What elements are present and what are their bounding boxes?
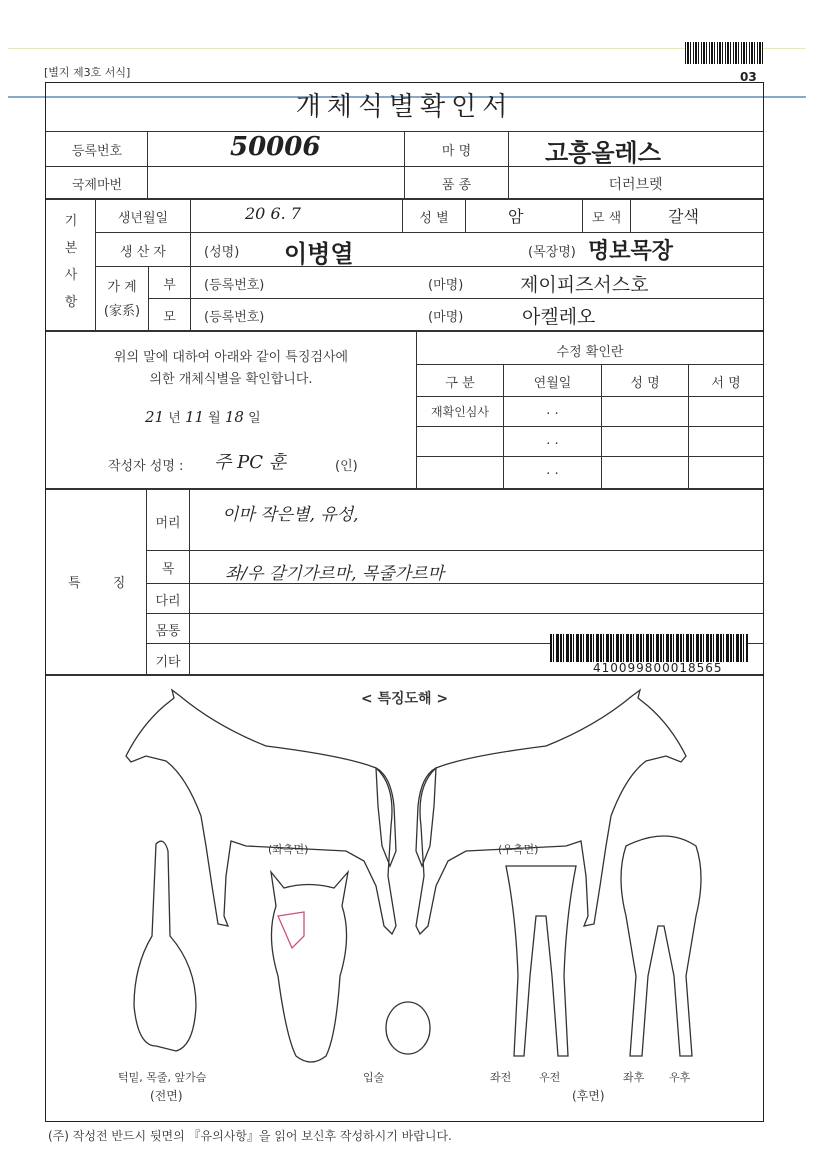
rule [189,489,190,674]
rule [147,131,148,198]
lips-label: 입술 [363,1071,385,1084]
sex-label: 성 별 [419,211,449,226]
family-hanja: (家系) [103,304,141,319]
rule [416,456,763,457]
rule [46,198,763,200]
breeder-name-value[interactable]: 이병열 [284,239,354,268]
head-value[interactable]: 이마 작은별, 유성, [222,505,359,525]
writer-value[interactable]: 주 PC 훈 [214,452,287,473]
sire-reg-no-field: (등록번호) [204,278,265,293]
revision-header-type: 구 분 [445,376,475,391]
date-day[interactable]: 18 [224,408,244,426]
face-marking [278,912,304,948]
legs-label: 다리 [155,594,181,609]
top-barcode [685,42,763,64]
rear-label: (후면) [572,1089,605,1103]
revision-row-type: 재확인심사 [431,405,489,419]
rule [416,426,763,427]
revision-header-sign: 서 명 [711,376,741,391]
left-hind-label: 좌후 [623,1071,645,1084]
breeder-label: 생 산 자 [120,245,166,260]
rule [190,266,191,330]
form-title: 개체식별확인서 [295,92,514,122]
statement-line-2: 의한 개체식별을 확인합니다. [149,372,313,387]
footer-note: (주) 작성전 반드시 뒷면의 『유의사항』을 읽어 보신후 작성하시기 바랍니다. [48,1129,452,1143]
family-label: 가 계 [107,280,137,295]
right-side-horse-outline [416,690,686,934]
rule [95,232,763,233]
sire-label: 부 [163,278,176,293]
farm-value[interactable]: 명보목장 [588,238,674,264]
barcode-number: 410099800018565 [593,661,723,675]
head-label: 머리 [155,516,181,531]
front-caption: 턱밑, 목줄, 앞가슴 [118,1071,207,1084]
sire-name-field: (마명) [428,278,464,293]
left-fore-label: 좌전 [490,1071,512,1084]
left-side-label: (좌측면) [268,843,309,856]
breed-label: 품 종 [441,178,472,193]
coat-label: 모 색 [591,211,622,226]
rule [416,396,763,397]
rule [46,488,763,490]
breed-value: 더러브렛 [608,177,663,193]
rule [46,330,763,332]
other-label: 기타 [155,655,181,670]
horse-diagram [46,676,763,1120]
revision-row-date[interactable]: . . [546,433,559,448]
date-month-unit: 월 [208,411,221,426]
rule [146,613,763,614]
forelegs-view-outline [506,866,576,1056]
birth-value[interactable]: 20 6. 7 [245,204,301,223]
neck-label: 목 [161,562,175,577]
dam-reg-no-field: (등록번호) [204,310,265,325]
right-fore-label: 우전 [539,1071,561,1084]
lips-view-outline [386,1002,430,1054]
dam-label: 모 [163,310,176,325]
dam-name-field: (마명) [428,310,464,325]
date-month[interactable]: 11 [184,408,205,426]
right-side-label: (우측면) [498,843,539,856]
left-side-horse-outline [126,690,396,934]
front-label: (전면) [150,1089,183,1103]
face-view-outline [271,872,348,1062]
page-number: 03 [740,70,757,84]
dam-name-value[interactable]: 아켈레오 [522,306,596,328]
feature-barcode [550,634,748,662]
statement-line-1: 위의 말에 대하여 아래와 같이 특징검사에 [113,350,349,365]
revision-row-date[interactable]: . . [546,403,559,418]
farm-label: (목장명) [528,245,576,260]
right-hind-label: 우후 [669,1071,691,1084]
front-view-outline [134,841,196,1051]
revision-header-name: 성 명 [630,376,660,391]
revision-title: 수정 확인란 [556,345,624,360]
horse-name-value[interactable]: 고흥올레스 [545,138,661,167]
horse-name-label: 마 명 [441,144,472,159]
rule [146,550,763,551]
rule [95,266,763,267]
seal-mark: (인) [335,459,358,474]
date-day-unit: 일 [248,411,261,426]
body-label: 몸통 [155,624,181,639]
coat-value[interactable]: 갈색 [668,207,699,226]
reg-no-value[interactable]: 50006 [230,132,321,162]
rule [416,364,763,365]
rule [190,232,191,266]
basic-section-text: 기본사항 [64,214,78,310]
rule [465,199,466,232]
sire-name-value[interactable]: 제이피즈서스호 [520,274,649,296]
sex-value[interactable]: 암 [508,207,524,226]
intl-no-label: 국제마번 [71,178,123,193]
reg-no-label: 등록번호 [71,144,123,159]
diagram-title: < 특징도해 > [360,691,449,707]
revision-row-date[interactable]: . . [546,463,559,478]
neck-value[interactable]: 좌/우 갈기가르마, 목줄가르마 [225,564,445,584]
breeder-name-label: (성명) [204,245,240,260]
rule [190,199,191,232]
date-year-unit: 년 [168,411,181,426]
birth-label: 생년월일 [117,211,169,226]
basic-section-label [55,208,87,316]
writer-label: 작성자 성명 : [108,459,184,474]
rule [630,199,631,232]
form-tag: [별지 제3호 서식] [44,66,131,79]
rule [148,298,763,299]
confirm-date [145,407,261,426]
revision-header-date: 연월일 [533,376,572,391]
hindquarters-view-outline [621,836,701,1056]
date-year[interactable]: 21 [145,408,165,426]
features-section-label: 특 징 [68,576,140,591]
